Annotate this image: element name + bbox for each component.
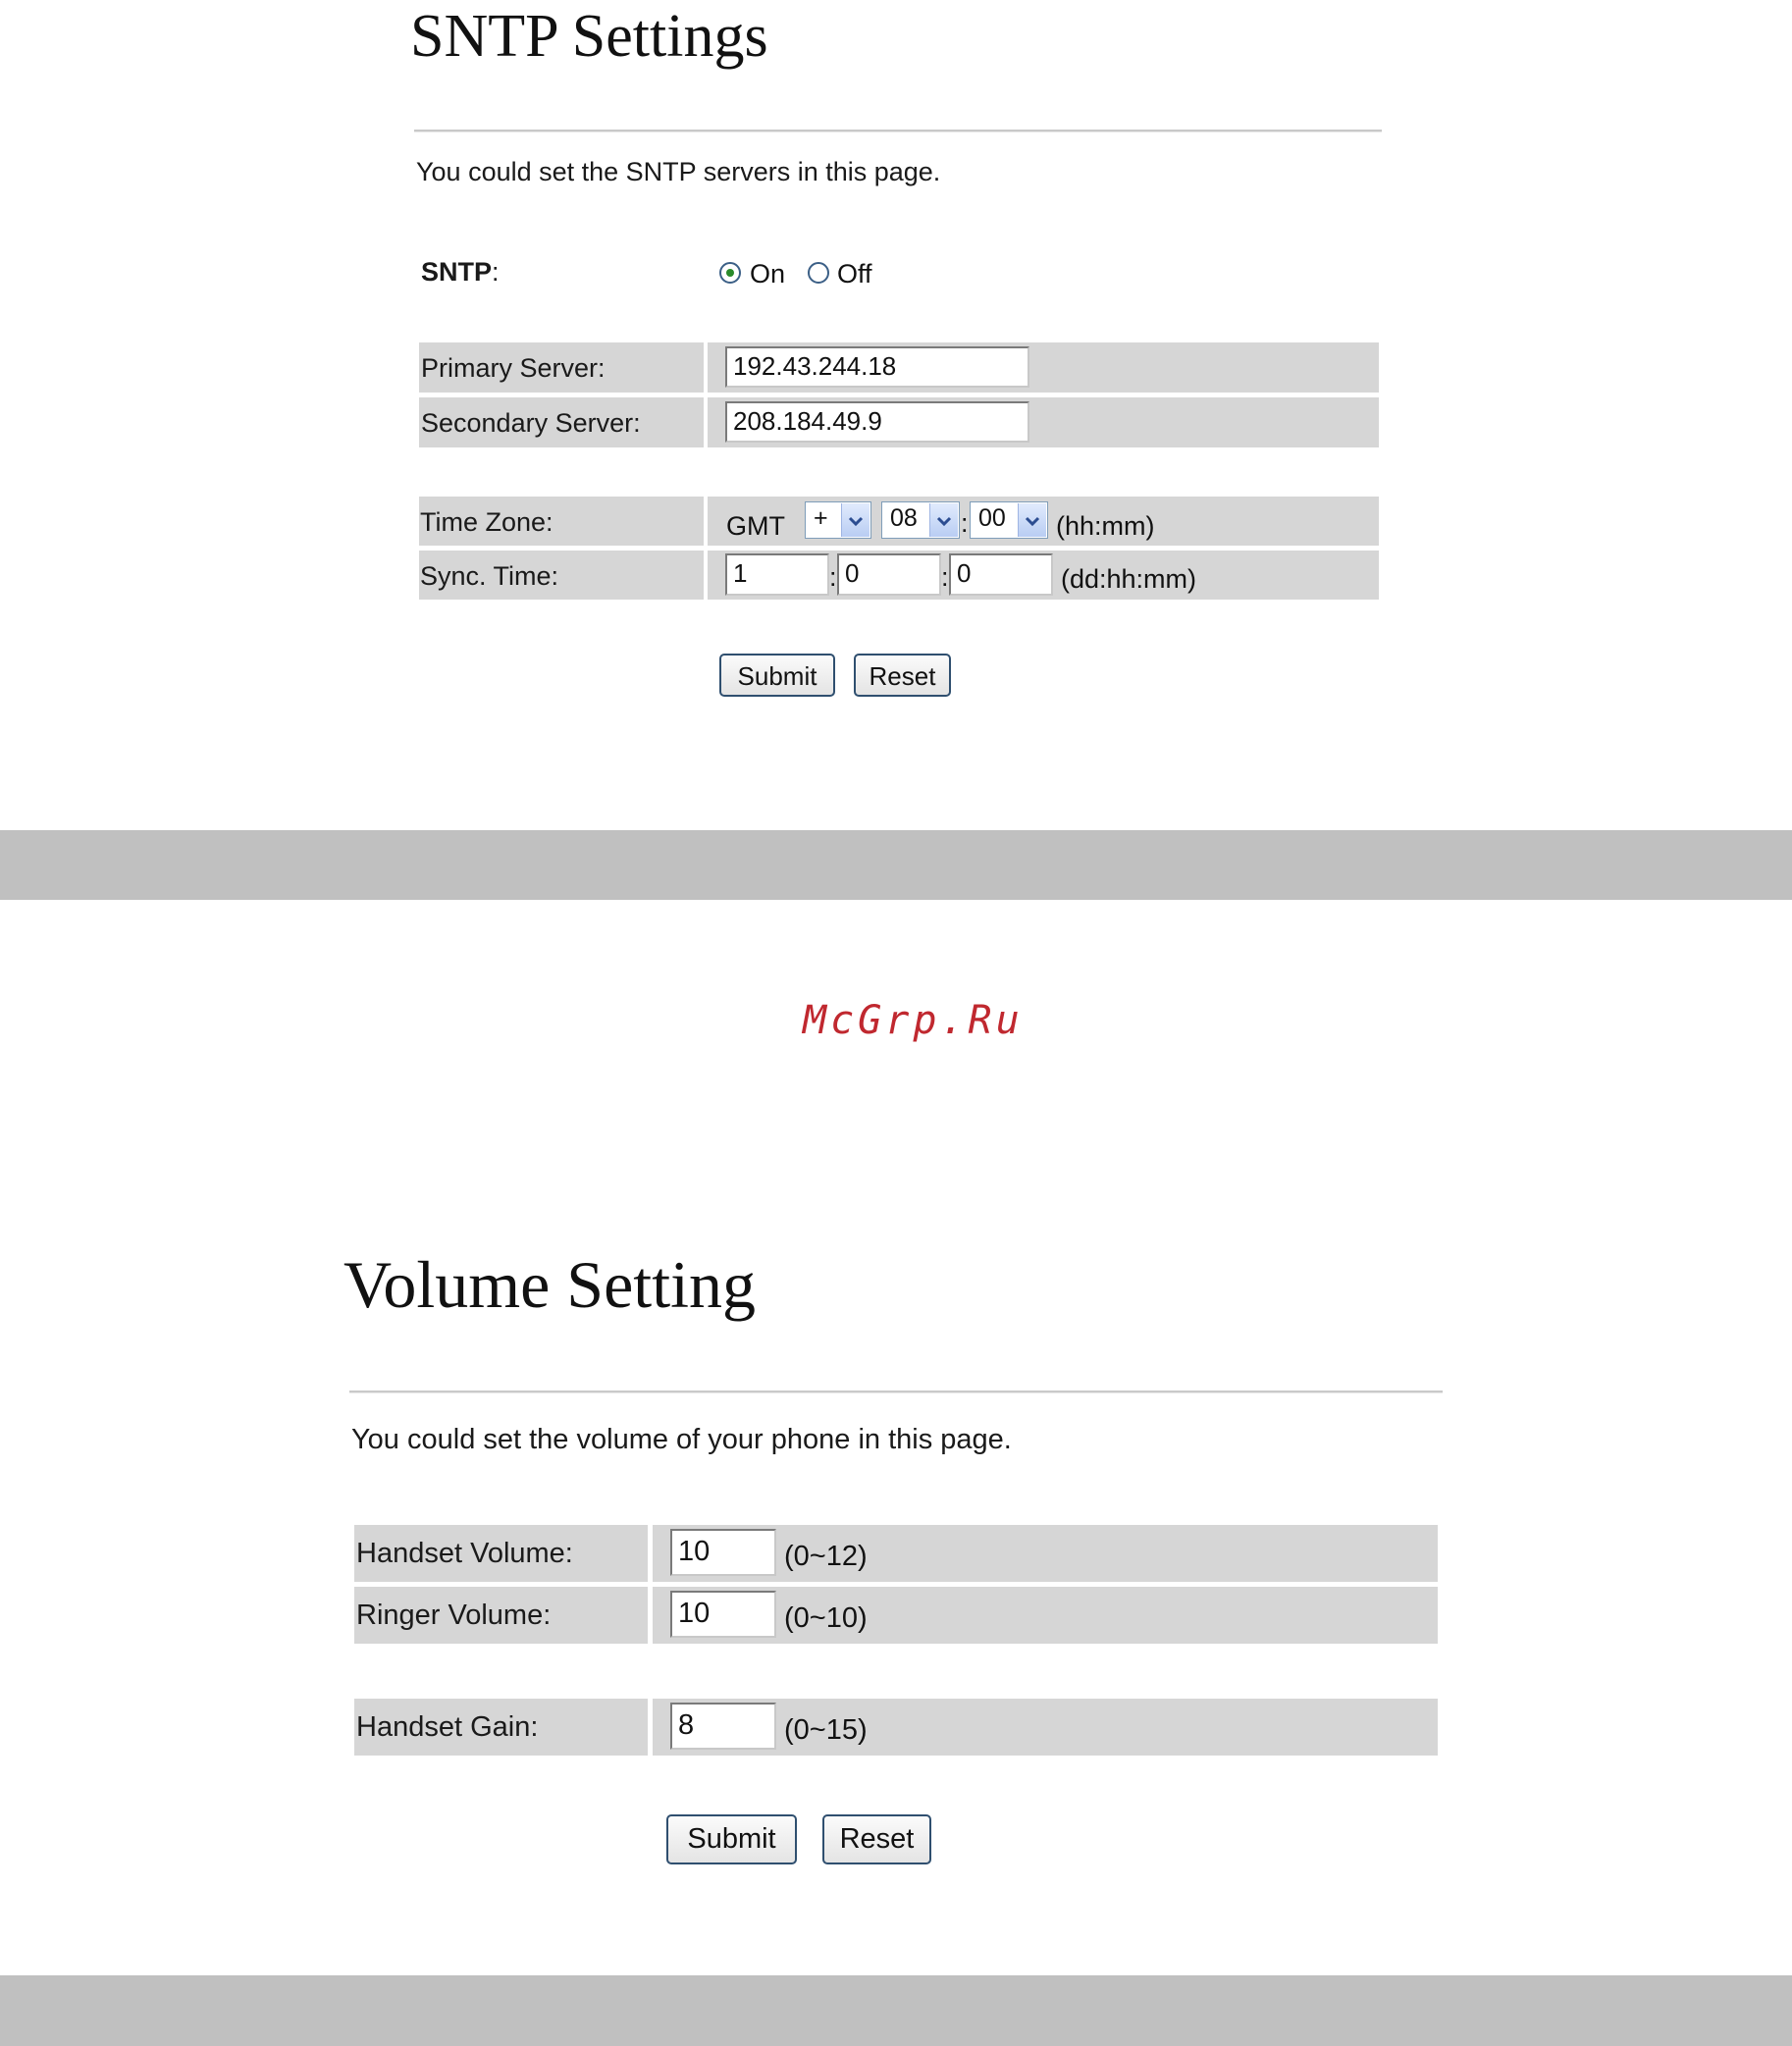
sntp-submit-button[interactable]: Submit (719, 654, 835, 697)
handset-gain-input[interactable]: 8 (670, 1703, 776, 1750)
primary-server-input[interactable]: 192.43.244.18 (725, 346, 1029, 388)
sntp-label-colon: : (492, 257, 500, 287)
tz-sign-select[interactable] (805, 501, 871, 539)
tz-minutes-select[interactable] (970, 501, 1048, 539)
chevron-down-icon[interactable] (929, 503, 958, 537)
primary-server-label: Primary Server: (421, 353, 606, 383)
sync-separator-2: : (941, 562, 949, 592)
chevron-down-icon[interactable] (1018, 503, 1046, 537)
sync-time-label: Sync. Time: (420, 561, 559, 591)
sntp-description: You could set the SNTP servers in this page. (416, 157, 941, 186)
handset-volume-label: Handset Volume: (356, 1538, 573, 1569)
page-separator-band (0, 830, 1792, 900)
ringer-volume-input[interactable]: 10 (670, 1591, 776, 1638)
handset-volume-input[interactable]: 10 (670, 1529, 776, 1576)
volume-description: You could set the volume of your phone in this page. (351, 1424, 1012, 1455)
ringer-volume-range: (0~10) (784, 1602, 868, 1634)
chevron-down-icon[interactable] (841, 503, 870, 537)
sntp-label (421, 257, 500, 288)
tz-unit-label: (hh:mm) (1056, 511, 1155, 541)
sntp-on-label[interactable]: On (750, 259, 786, 289)
secondary-server-label: Secondary Server: (421, 408, 641, 438)
handset-gain-label: Handset Gain: (356, 1711, 539, 1743)
handset-gain-range: (0~15) (784, 1714, 868, 1746)
sync-minutes-input[interactable]: 0 (949, 553, 1053, 596)
sync-separator-1: : (829, 562, 837, 592)
sync-hours-input[interactable]: 0 (837, 553, 941, 596)
sntp-reset-button[interactable]: Reset (854, 654, 951, 697)
tz-hours-value: 08 (890, 504, 918, 532)
sync-days-input[interactable]: 1 (725, 553, 829, 596)
volume-reset-button[interactable]: Reset (822, 1814, 931, 1864)
tz-minutes-value: 00 (978, 504, 1006, 532)
sync-unit-label: (dd:hh:mm) (1061, 564, 1197, 594)
sntp-off-radio[interactable] (808, 262, 829, 284)
secondary-server-input[interactable]: 208.184.49.9 (725, 401, 1029, 443)
ringer-volume-label: Ringer Volume: (356, 1600, 552, 1631)
gmt-label: GMT (726, 511, 785, 541)
tz-separator: : (961, 508, 969, 538)
volume-page-title: Volume Setting (343, 1247, 756, 1322)
sntp-page-title: SNTP Settings (410, 3, 768, 70)
sntp-label-text: SNTP (421, 257, 493, 287)
handset-volume-range: (0~12) (784, 1541, 868, 1572)
volume-submit-button[interactable]: Submit (666, 1814, 797, 1864)
volume-title-divider (349, 1390, 1443, 1393)
tz-sign-value: + (814, 504, 828, 532)
sntp-off-label[interactable]: Off (837, 259, 872, 289)
sntp-on-radio[interactable] (719, 262, 741, 284)
radio-selected-dot (726, 269, 734, 277)
sntp-title-divider (414, 130, 1382, 132)
watermark-text: McGrp.Ru (803, 998, 1024, 1043)
timezone-label: Time Zone: (420, 507, 553, 537)
tz-hours-select[interactable] (881, 501, 960, 539)
page-bottom-band (0, 1975, 1792, 2046)
